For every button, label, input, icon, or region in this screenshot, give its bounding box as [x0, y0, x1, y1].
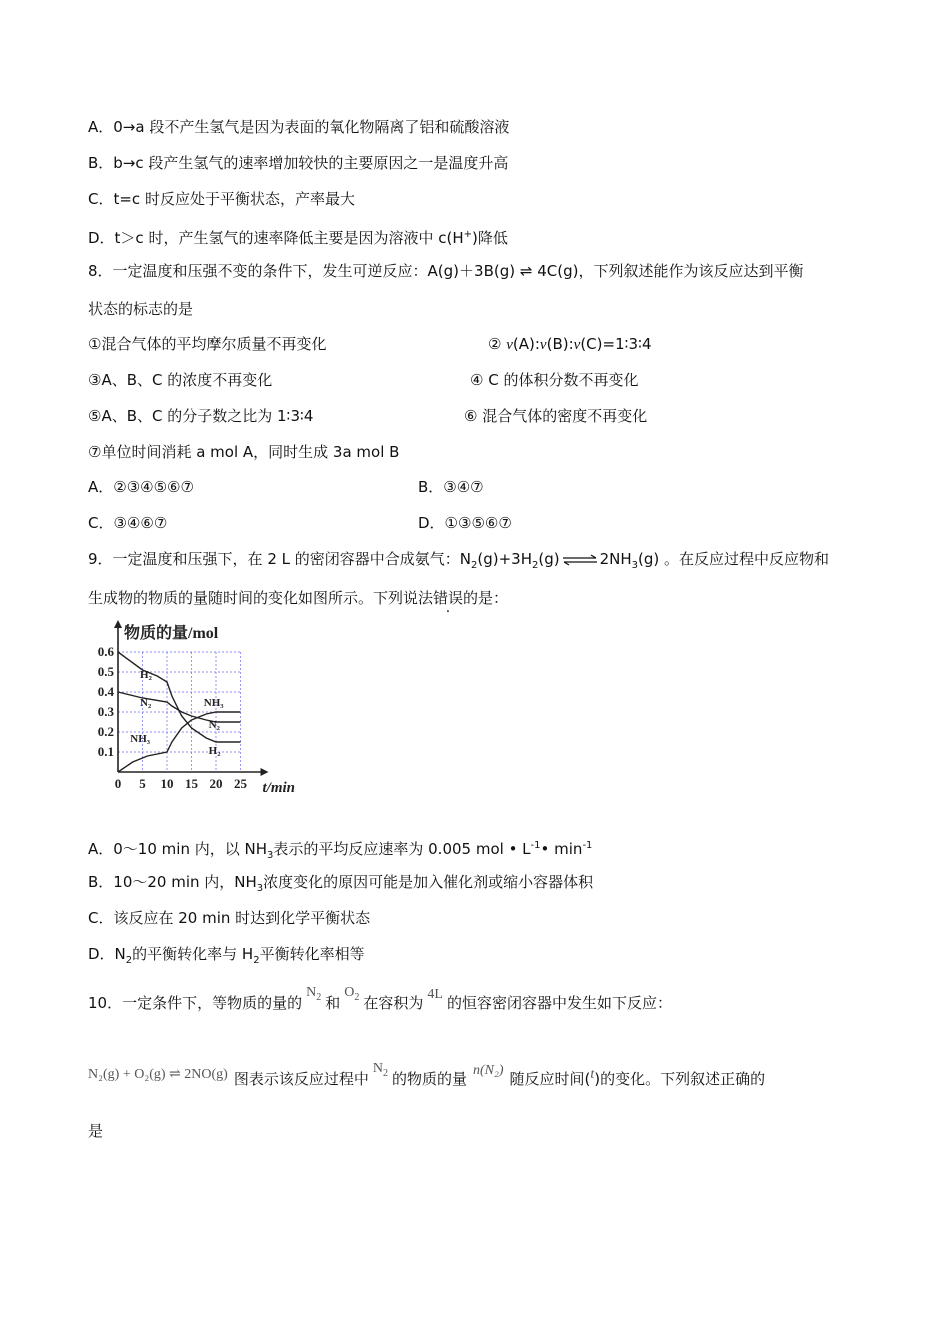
x-axis-title: t/min — [262, 780, 296, 796]
series-annotation: NH₃ — [203, 697, 224, 709]
formula-volume: 4L — [427, 987, 443, 1002]
q8-statement-7: ⑦单位时间消耗 a mol A，同时生成 3a mol B — [88, 443, 400, 461]
q8-statement-5: ⑤A、B、C 的分子数之比为 1∶3∶4 — [88, 407, 314, 425]
q9-stem-line1: 9．一定温度和压强下，在 2 L 的密闭容器中合成氨气：$N_2(g)+3H_2(g)$ $2NH_3(g)$ 。在反应过程中反应物和 — [88, 550, 830, 571]
q7-option-b: B．b→c 段产生氢气的速率增加较快的主要原因之一是温度升高 — [88, 154, 509, 172]
formula-t: t — [590, 1067, 595, 1082]
x-tick-label: 15 — [185, 776, 198, 791]
q8-statement-2: ② v(A):v(B):v(C)=1∶3∶4 — [488, 335, 652, 353]
series-annotation: N₂ — [140, 697, 152, 709]
q9-option-a: A．0～10 min 内，以 $NH_3$表示的平均反应速率为 0.005 mol • $L^{-1}•$ $\min^{-1}$ — [88, 840, 593, 861]
q10-stem-line2: N₂(g) + O₂(g) ⇌ 2NO(g) 图表示该反应过程中$N_2$ 的物质的量 n(N₂) 随反应时间(t)的变化。下列叙述正确的 — [88, 1061, 766, 1088]
x-tick-label: 0 — [114, 776, 122, 791]
q9-stem-line2: 生成物的物质的量随时间的变化如图所示。下列说法错误的是： — [88, 589, 509, 607]
q7-option-c: C．t=c 时反应处于平衡状态，产率最大 — [88, 190, 355, 208]
q10-stem-line1: 10．一定条件下，等物质的量的$N_2$ 和$O_2$ 在容积为 4L 的恒容密闭容器中发生如下反应： — [88, 985, 672, 1012]
q9-chart — [88, 620, 318, 800]
x-tick-label: 5 — [139, 776, 146, 791]
q8-option-d: D．①③⑤⑥⑦ — [418, 514, 512, 532]
formula-o2: $O_2$ — [344, 985, 360, 1003]
y-axis-arrow — [114, 620, 122, 628]
formula-n2-small: $N_2$ — [372, 1061, 388, 1079]
q8-option-a: A．②③④⑤⑥⑦ — [88, 478, 194, 496]
q7-option-d: D．t＞c 时，产生氢气的速率降低主要是因为溶液中 c(H+)降低 — [88, 229, 508, 247]
y-tick-label: 0.3 — [97, 704, 114, 719]
y-tick-label: 0.4 — [97, 684, 114, 699]
q8-statement-6: ⑥ 混合气体的密度不再变化 — [464, 407, 648, 425]
q10-stem-line3: 是 — [88, 1122, 104, 1140]
q9-option-c: C．该反应在 20 min 时达到化学平衡状态 — [88, 909, 371, 927]
q8-option-c: C．③④⑥⑦ — [88, 514, 168, 532]
x-tick-label: 10 — [160, 776, 174, 791]
series-annotation: H₂ — [140, 669, 152, 681]
q8-statement-1: ①混合气体的平均摩尔质量不再变化 — [88, 335, 327, 353]
y-tick-label: 0.1 — [97, 744, 114, 759]
q7-option-a: A．0→a 段不产生氢气是因为表面的氧化物隔离了铝和硫酸溶液 — [88, 118, 510, 136]
formula-n-of-n2: n(N₂) — [472, 1063, 504, 1078]
x-tick-label: 20 — [209, 776, 223, 791]
y-tick-label: 0.6 — [97, 644, 114, 659]
q8-option-b: B．③④⑦ — [418, 478, 484, 496]
q8-stem-line2: 状态的标志的是 — [88, 300, 194, 318]
y-tick-label: 0.2 — [97, 724, 114, 739]
q8-statement-4: ④ C 的体积分数不再变化 — [470, 371, 639, 389]
q8-stem-line1: 8．一定温度和压强不变的条件下，发生可逆反应：A(g)＋3B(g) ⇌ 4C(g)，下列叙述能作为该反应达到平衡 — [88, 262, 804, 280]
formula-reaction: N₂(g) + O₂(g) ⇌ 2NO(g) — [88, 1067, 228, 1082]
q9-option-d: D．$N_2$的平衡转化率与 $H_2$平衡转化率相等 — [88, 945, 365, 966]
formula-n2: $N_2$ — [306, 985, 322, 1003]
series-annotation: NH₃ — [130, 733, 151, 745]
x-tick-label: 25 — [234, 776, 247, 791]
series-annotation: H₂ — [208, 745, 221, 757]
x-axis-arrow — [261, 768, 269, 776]
y-axis-title: 物质的量/mol — [124, 625, 219, 642]
series-annotation: N₂ — [208, 719, 220, 731]
q8-statement-3: ③A、B、C 的浓度不再变化 — [88, 371, 273, 389]
equilibrium-arrow-icon — [562, 554, 598, 566]
emphasis-dots: 错误 — [433, 589, 464, 607]
y-tick-label: 0.5 — [97, 664, 114, 679]
q9-option-b: B．10～20 min 内，$NH_3$浓度变化的原因可能是加入催化剂或缩小容器体积 — [88, 873, 594, 894]
